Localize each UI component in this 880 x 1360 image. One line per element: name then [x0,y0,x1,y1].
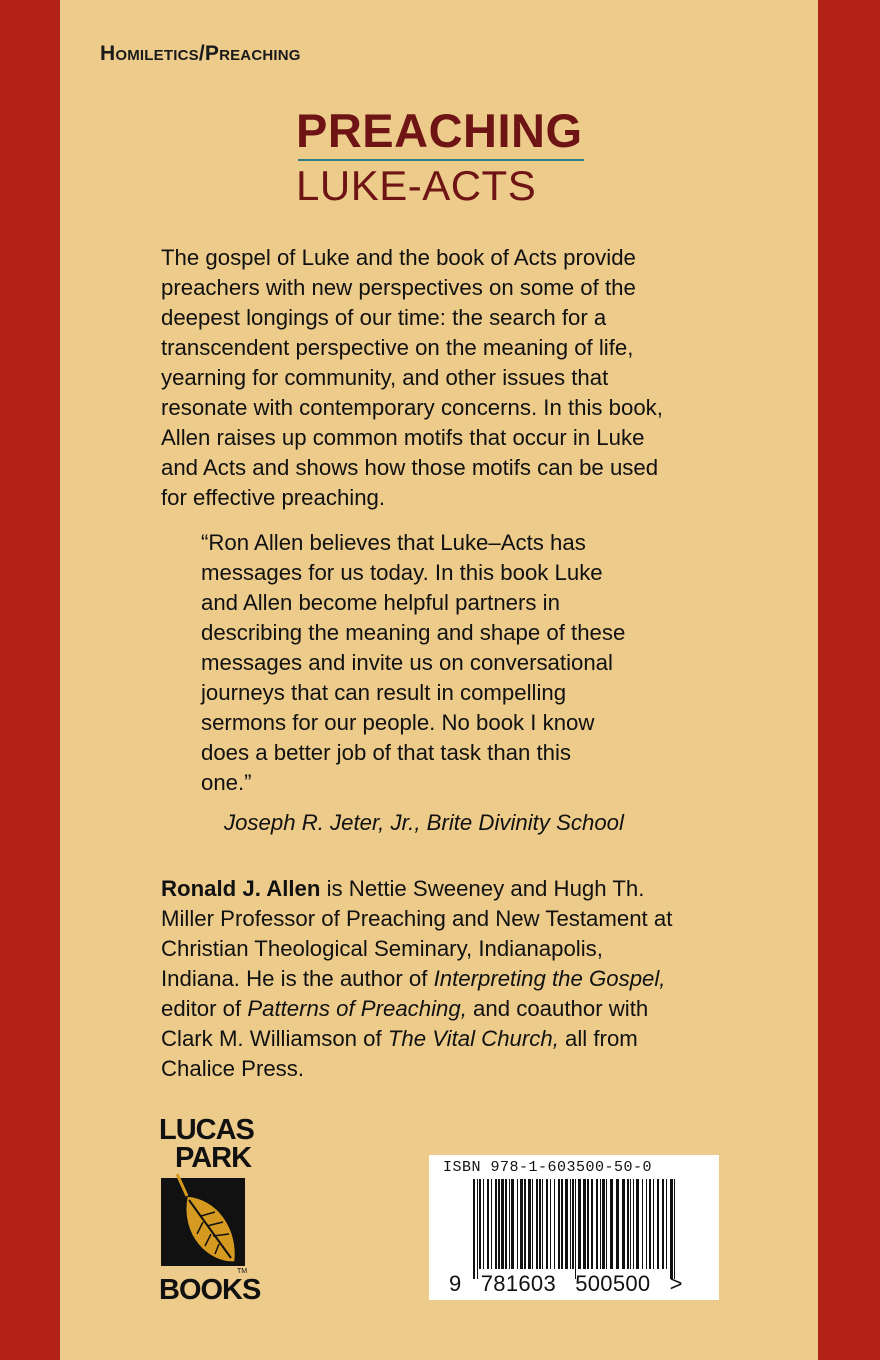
quote-line: and Allen become helpful partners in [201,590,560,615]
barcode-bar [596,1179,598,1269]
barcode-bar [477,1179,478,1279]
barcode-bar [509,1179,510,1269]
bio-line: Chalice Press. [161,1056,305,1081]
book-title-ref: Patterns of Preaching, [247,996,467,1021]
description-line: deepest longings of our time: the search for a [161,305,607,330]
barcode-bar [657,1179,659,1269]
barcode-bar [653,1179,654,1269]
barcode-bar [572,1179,574,1269]
quote-line: messages for us today. In this book Luke [201,560,603,585]
quote-line: “Ron Allen believes that Luke–Acts has [201,530,586,555]
back-cover [60,0,818,1360]
barcode-bar [473,1179,475,1279]
description-line: resonate with contemporary concerns. In this book, [161,395,663,420]
title-divider [298,159,584,161]
barcode-bar [536,1179,538,1269]
author-bio [161,874,741,1084]
barcode-bar [633,1179,634,1269]
barcode-bar [627,1179,629,1269]
quote-line: sermons for our people. No book I know [201,710,595,735]
barcode-bar [524,1179,526,1269]
barcode-bar [528,1179,531,1269]
description [161,243,721,513]
book-title [296,104,586,209]
isbn-barcode [429,1155,719,1300]
barcode-bar [649,1179,651,1269]
barcode-bar [630,1179,631,1269]
barcode-bar [600,1179,601,1269]
description-line: transcendent perspective on the meaning of life, [161,335,634,360]
barcode-bar [591,1179,593,1269]
barcode-bar [606,1179,607,1269]
barcode-bar [520,1179,523,1269]
barcode-bar [517,1179,518,1269]
logo-word-books: BOOKS [159,1274,261,1306]
barcode-bar [666,1179,667,1269]
bio-text: Indiana. He is the author of [161,966,434,991]
barcode-bar [479,1179,481,1269]
barcode-bar [583,1179,586,1269]
quote-line: messages and invite us on conversational [201,650,613,675]
barcode-bar [498,1179,500,1269]
bio-text: editor of [161,996,248,1021]
isbn-label: ISBN 978-1-603500-50-0 [443,1159,653,1176]
endorsement-quote [201,528,701,798]
barcode-bar [491,1179,492,1269]
barcode-bar [610,1179,613,1269]
quote-attribution: Joseph R. Jeter, Jr., Brite Divinity School [224,810,624,835]
logo-word-lucas: LUCAS [159,1114,254,1146]
barcode-bar [483,1179,484,1269]
trademark: TM [237,1268,248,1275]
description-line: for effective preaching. [161,485,386,510]
barcode-bar [495,1179,497,1269]
barcode-bar [622,1179,625,1269]
barcode-bar [670,1179,673,1279]
barcode-bar [546,1179,548,1269]
barcode-bar [539,1179,541,1269]
barcode-bar [587,1179,589,1269]
isbn-digits: 9 781603 500500 > [449,1271,683,1296]
barcode-bar [550,1179,551,1269]
barcode-bar [662,1179,664,1269]
quote-line: does a better job of that task than this [201,740,572,765]
barcode-bar [636,1179,639,1269]
quote-line: journeys that can result in compelling [201,680,567,705]
barcode-bar [602,1179,605,1269]
quote-line: describing the meaning and shape of these [201,620,626,645]
leaf-icon [157,1174,253,1274]
bio-text: is Nettie Sweeney and Hugh Th. [320,876,645,901]
barcode-bar [532,1179,533,1269]
barcode-bar [565,1179,568,1269]
bio-line: Christian Theological Seminary, Indianapolis, [161,936,603,961]
quote-line: one.” [201,770,252,795]
barcode-bar [501,1179,504,1269]
logo-word-park: PARK [175,1142,252,1174]
barcode-bar [575,1179,576,1279]
title-main: PREACHING [296,104,583,157]
title-sub: LUKE-ACTS [296,162,537,209]
barcode-bar [646,1179,647,1269]
description-line: preachers with new perspectives on some of the [161,275,636,300]
bio-text: and coauthor with [466,996,649,1021]
barcode-bar [616,1179,619,1269]
description-line: and Acts and shows how those motifs can be used [161,455,659,480]
description-line: Allen raises up common motifs that occur in Luke [161,425,645,450]
bio-line: Miller Professor of Preaching and New Testament at [161,906,673,931]
barcode-bar [511,1179,514,1269]
barcode-bar [578,1179,581,1269]
barcode-bar [487,1179,489,1269]
bio-text: Clark M. Williamson of [161,1026,388,1051]
book-title-ref: The Vital Church, [387,1026,559,1051]
barcode-bar [554,1179,555,1269]
author-name: Ronald J. Allen [161,876,321,901]
barcode-bar [505,1179,507,1269]
book-title-ref: Interpreting the Gospel, [433,966,666,991]
barcode-bar [642,1179,643,1269]
barcode-bar [558,1179,560,1269]
barcode-bar [561,1179,563,1269]
category-label: Homiletics/Preaching [100,42,301,65]
barcode-bar [542,1179,543,1269]
publisher-logo [157,1112,261,1312]
barcode-bar [570,1179,571,1269]
bio-text: all from [558,1026,638,1051]
barcode-bar [674,1179,675,1279]
description-line: The gospel of Luke and the book of Acts provide [161,245,636,270]
description-line: yearning for community, and other issues that [161,365,609,390]
